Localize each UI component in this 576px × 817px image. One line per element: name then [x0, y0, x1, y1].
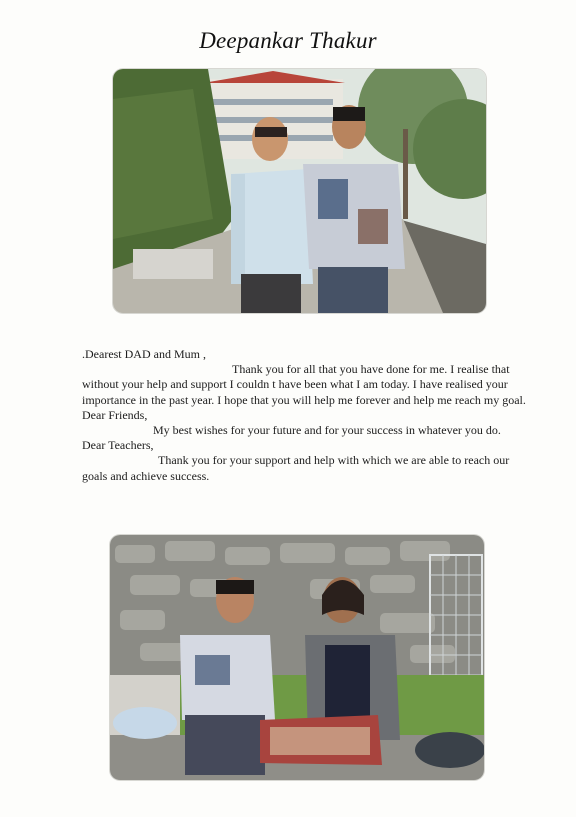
- friends-message: My best wishes for your future and for your success in whatever you do.: [153, 423, 501, 438]
- photo-two-men-standing-image: [113, 69, 486, 313]
- greeting-parents: .Dearest DAD and Mum ,: [82, 347, 206, 361]
- teachers-message: goals and achieve success.: [82, 468, 210, 483]
- teachers-message-first-line: Thank you for your support and help with which we are able to reach our: [158, 453, 510, 468]
- page-title: Deepankar Thakur: [199, 28, 377, 53]
- parents-message: without your help and support I couldn t have been what I am today. I have realised your importance in the past year. I hope that you will help me forever and help me reach my goal.: [82, 377, 526, 407]
- letter-text: [82, 347, 527, 484]
- photo-two-people-sitting: [110, 535, 484, 780]
- parents-message-first-line: Thank you for all that you have done for me. I realise that: [232, 362, 510, 377]
- greeting-teachers: Dear Teachers,: [82, 438, 154, 453]
- photo-two-men-standing: [113, 69, 486, 313]
- photo-two-people-sitting-image: [110, 535, 484, 780]
- greeting-friends: Dear Friends,: [82, 407, 148, 422]
